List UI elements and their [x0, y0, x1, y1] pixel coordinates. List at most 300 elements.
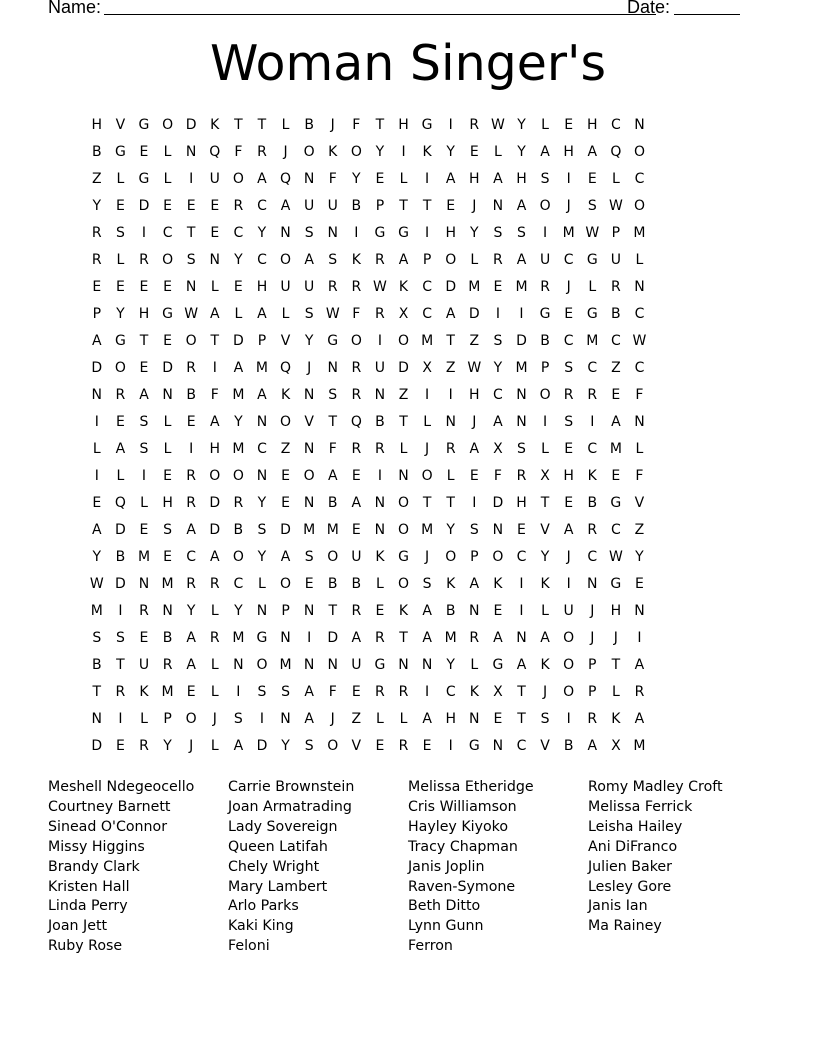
grid-letter[interactable]: T [139, 333, 149, 349]
grid-letter[interactable]: R [139, 252, 149, 268]
grid-letter[interactable]: H [162, 495, 173, 511]
grid-letter[interactable]: B [233, 522, 244, 538]
grid-letter[interactable]: Y [92, 198, 102, 214]
grid-letter[interactable]: P [257, 333, 267, 349]
grid-letter[interactable]: R [375, 630, 385, 646]
grid-letter[interactable]: Z [92, 171, 102, 187]
grid-letter[interactable]: R [186, 468, 197, 484]
grid-letter[interactable]: L [140, 495, 148, 511]
grid-letter[interactable]: F [352, 306, 361, 322]
grid-letter[interactable]: R [233, 198, 244, 214]
grid-letter[interactable]: I [141, 225, 147, 241]
grid-letter[interactable]: M [468, 279, 481, 295]
grid-letter[interactable]: R [351, 360, 362, 376]
grid-letter[interactable]: H [469, 171, 480, 187]
grid-letter[interactable]: S [328, 387, 338, 403]
grid-letter[interactable]: O [563, 684, 575, 700]
grid-letter[interactable]: T [234, 117, 243, 133]
grid-letter[interactable]: N [162, 387, 173, 403]
grid-letter[interactable]: O [280, 252, 292, 268]
grid-letter[interactable]: O [563, 657, 575, 673]
grid-letter[interactable]: O [563, 630, 575, 646]
grid-letter[interactable]: H [445, 225, 456, 241]
grid-letter[interactable]: Y [304, 333, 314, 349]
grid-letter[interactable]: F [635, 387, 644, 403]
grid-letter[interactable]: O [445, 252, 457, 268]
grid-letter[interactable]: A [186, 657, 196, 673]
grid-letter[interactable]: V [351, 738, 362, 754]
grid-letter[interactable]: D [91, 360, 103, 376]
grid-letter[interactable]: E [233, 279, 243, 295]
grid-letter[interactable]: B [91, 144, 102, 160]
grid-letter[interactable]: O [162, 252, 174, 268]
grid-letter[interactable]: Q [350, 414, 362, 430]
grid-letter[interactable]: I [448, 117, 453, 133]
grid-letter[interactable]: L [234, 306, 243, 322]
grid-letter[interactable]: L [163, 441, 172, 457]
grid-letter[interactable]: C [233, 225, 244, 241]
grid-letter[interactable]: S [564, 360, 574, 376]
grid-letter[interactable]: A [233, 738, 244, 754]
grid-letter[interactable]: Y [493, 360, 503, 376]
grid-letter[interactable]: E [92, 495, 102, 511]
grid-letter[interactable]: E [139, 279, 149, 295]
grid-letter[interactable]: T [517, 684, 526, 700]
grid-letter[interactable]: J [566, 198, 571, 214]
grid-letter[interactable]: D [115, 522, 126, 538]
grid-letter[interactable]: U [563, 603, 574, 619]
grid-letter[interactable]: A [516, 657, 527, 673]
grid-letter[interactable]: B [540, 333, 550, 349]
grid-letter[interactable]: O [350, 144, 362, 160]
grid-letter[interactable]: A [587, 144, 598, 160]
grid-letter[interactable]: A [516, 252, 527, 268]
grid-letter[interactable]: G [586, 252, 598, 268]
grid-letter[interactable]: A [186, 630, 196, 646]
grid-letter[interactable]: R [351, 441, 362, 457]
grid-letter[interactable]: K [540, 657, 550, 673]
grid-letter[interactable]: I [141, 468, 147, 484]
grid-letter[interactable]: P [92, 306, 102, 322]
grid-letter[interactable]: R [233, 495, 244, 511]
grid-letter[interactable]: R [209, 630, 220, 646]
grid-letter[interactable]: N [256, 468, 268, 484]
grid-letter[interactable]: N [492, 198, 504, 214]
grid-letter[interactable]: J [613, 630, 618, 646]
grid-letter[interactable]: O [232, 171, 244, 187]
grid-letter[interactable]: J [212, 711, 217, 727]
grid-letter[interactable]: H [91, 117, 103, 133]
grid-letter[interactable]: O [162, 117, 174, 133]
grid-letter[interactable]: D [185, 117, 197, 133]
grid-letter[interactable]: H [445, 711, 456, 727]
grid-letter[interactable]: Y [281, 738, 290, 754]
grid-letter[interactable]: R [115, 684, 126, 700]
grid-letter[interactable]: S [257, 522, 267, 538]
grid-letter[interactable]: N [374, 522, 386, 538]
grid-letter[interactable]: Y [257, 225, 267, 241]
grid-letter[interactable]: N [233, 657, 244, 673]
grid-letter[interactable]: E [493, 603, 503, 619]
grid-letter[interactable]: P [163, 711, 172, 727]
grid-letter[interactable]: K [611, 711, 621, 727]
grid-letter[interactable]: K [328, 144, 338, 160]
grid-letter[interactable]: M [444, 630, 457, 646]
grid-letter[interactable]: L [470, 252, 479, 268]
grid-letter[interactable]: L [399, 171, 408, 187]
grid-letter[interactable]: N [162, 603, 173, 619]
grid-letter[interactable]: E [281, 468, 290, 484]
grid-letter[interactable]: P [540, 360, 550, 376]
grid-letter[interactable]: V [304, 414, 314, 430]
grid-letter[interactable]: H [563, 144, 574, 160]
grid-letter[interactable]: R [587, 522, 598, 538]
grid-letter[interactable]: B [162, 630, 173, 646]
grid-letter[interactable]: E [375, 171, 385, 187]
grid-letter[interactable]: G [421, 117, 433, 133]
grid-letter[interactable]: T [186, 225, 196, 241]
grid-letter[interactable]: R [563, 387, 574, 403]
grid-letter[interactable]: O [185, 711, 197, 727]
grid-letter[interactable]: I [448, 738, 453, 754]
grid-letter[interactable]: N [280, 711, 291, 727]
grid-letter[interactable]: A [304, 684, 314, 700]
grid-letter[interactable]: G [256, 630, 268, 646]
grid-letter[interactable]: J [425, 549, 430, 565]
grid-letter[interactable]: U [610, 252, 621, 268]
grid-letter[interactable]: C [610, 522, 621, 538]
grid-letter[interactable]: W [89, 576, 104, 592]
grid-letter[interactable]: I [425, 387, 430, 403]
grid-letter[interactable]: E [351, 684, 361, 700]
grid-letter[interactable]: A [209, 549, 220, 565]
grid-letter[interactable]: O [303, 144, 315, 160]
grid-letter[interactable]: D [280, 522, 291, 538]
grid-letter[interactable]: L [588, 279, 597, 295]
grid-letter[interactable]: M [421, 522, 434, 538]
grid-letter[interactable]: Q [209, 144, 221, 160]
grid-letter[interactable]: U [304, 279, 315, 295]
grid-letter[interactable]: O [327, 549, 339, 565]
grid-letter[interactable]: L [116, 171, 125, 187]
grid-letter[interactable]: W [184, 306, 199, 322]
grid-letter[interactable]: S [139, 414, 149, 430]
grid-letter[interactable]: W [325, 306, 340, 322]
grid-letter[interactable]: T [399, 198, 408, 214]
grid-letter[interactable]: V [540, 738, 550, 754]
grid-letter[interactable]: G [374, 225, 386, 241]
grid-letter[interactable]: A [445, 171, 456, 187]
grid-letter[interactable]: M [279, 657, 292, 673]
grid-letter[interactable]: R [186, 576, 197, 592]
grid-letter[interactable]: E [186, 684, 196, 700]
grid-letter[interactable]: O [398, 576, 410, 592]
grid-letter[interactable]: P [611, 225, 621, 241]
grid-letter[interactable]: K [398, 603, 409, 619]
grid-letter[interactable]: A [280, 549, 291, 565]
grid-letter[interactable]: N [91, 387, 103, 403]
grid-letter[interactable]: E [493, 711, 503, 727]
grid-letter[interactable]: N [303, 387, 315, 403]
grid-letter[interactable]: X [422, 360, 432, 376]
grid-letter[interactable]: S [540, 711, 550, 727]
grid-letter[interactable]: G [492, 657, 504, 673]
grid-letter[interactable]: U [351, 657, 362, 673]
grid-letter[interactable]: E [304, 576, 314, 592]
grid-letter[interactable]: C [493, 387, 503, 403]
grid-letter[interactable]: A [563, 522, 574, 538]
grid-letter[interactable]: B [563, 738, 574, 754]
grid-letter[interactable]: Z [445, 360, 456, 376]
grid-letter[interactable]: S [139, 441, 149, 457]
grid-letter[interactable]: E [186, 414, 196, 430]
grid-letter[interactable]: W [373, 279, 387, 295]
grid-letter[interactable]: S [517, 225, 526, 241]
grid-letter[interactable]: S [92, 630, 102, 646]
grid-letter[interactable]: L [470, 657, 479, 673]
grid-letter[interactable]: Y [186, 603, 196, 619]
grid-letter[interactable]: N [280, 630, 291, 646]
grid-letter[interactable]: N [303, 603, 315, 619]
grid-letter[interactable]: E [163, 198, 172, 214]
grid-letter[interactable]: E [139, 522, 149, 538]
grid-letter[interactable]: E [92, 279, 102, 295]
grid-letter[interactable]: X [493, 684, 503, 700]
grid-letter[interactable]: J [283, 144, 288, 160]
grid-letter[interactable]: G [610, 576, 622, 592]
grid-letter[interactable]: N [256, 603, 268, 619]
grid-letter[interactable]: E [564, 117, 574, 133]
grid-letter[interactable]: D [398, 360, 409, 376]
grid-letter[interactable]: R [139, 603, 149, 619]
grid-letter[interactable]: R [91, 252, 102, 268]
grid-letter[interactable]: R [469, 117, 480, 133]
grid-letter[interactable]: I [189, 171, 194, 187]
grid-letter[interactable]: E [375, 603, 385, 619]
grid-letter[interactable]: T [517, 711, 526, 727]
grid-letter[interactable]: L [376, 711, 384, 727]
grid-letter[interactable]: S [517, 441, 526, 457]
grid-letter[interactable]: S [540, 171, 550, 187]
grid-letter[interactable]: I [377, 468, 382, 484]
grid-letter[interactable]: I [425, 225, 430, 241]
grid-letter[interactable]: I [519, 576, 524, 592]
grid-letter[interactable]: D [209, 522, 221, 538]
grid-letter[interactable]: A [493, 171, 503, 187]
grid-letter[interactable]: L [258, 576, 266, 592]
grid-letter[interactable]: J [307, 360, 312, 376]
grid-letter[interactable]: Y [470, 225, 479, 241]
grid-letter[interactable]: A [422, 630, 432, 646]
grid-letter[interactable]: L [116, 252, 125, 268]
grid-letter[interactable]: O [398, 495, 410, 511]
grid-letter[interactable]: E [163, 279, 172, 295]
grid-letter[interactable]: R [610, 279, 621, 295]
grid-letter[interactable]: I [590, 414, 595, 430]
grid-letter[interactable]: B [304, 117, 314, 133]
grid-letter[interactable]: G [398, 225, 409, 241]
grid-letter[interactable]: V [280, 333, 291, 349]
grid-letter[interactable]: T [399, 630, 408, 646]
grid-letter[interactable]: R [587, 711, 598, 727]
grid-letter[interactable]: C [233, 576, 244, 592]
grid-letter[interactable]: A [611, 414, 621, 430]
grid-letter[interactable]: T [210, 333, 220, 349]
grid-letter[interactable]: K [210, 117, 220, 133]
grid-letter[interactable]: N [91, 711, 103, 727]
grid-letter[interactable]: T [375, 117, 385, 133]
grid-letter[interactable]: E [115, 198, 125, 214]
grid-letter[interactable]: N [303, 495, 315, 511]
grid-letter[interactable]: C [422, 279, 432, 295]
grid-letter[interactable]: Z [634, 522, 645, 538]
grid-letter[interactable]: W [585, 225, 600, 241]
grid-letter[interactable]: I [519, 306, 524, 322]
grid-letter[interactable]: T [328, 603, 338, 619]
grid-letter[interactable]: O [114, 360, 126, 376]
grid-letter[interactable]: G [468, 738, 480, 754]
grid-letter[interactable]: A [493, 630, 503, 646]
grid-letter[interactable]: S [304, 738, 314, 754]
grid-letter[interactable]: O [633, 144, 645, 160]
grid-letter[interactable]: I [425, 684, 430, 700]
grid-letter[interactable]: I [401, 144, 406, 160]
grid-letter[interactable]: Z [469, 333, 480, 349]
grid-letter[interactable]: H [209, 441, 221, 457]
grid-letter[interactable]: U [280, 279, 291, 295]
grid-letter[interactable]: T [257, 117, 267, 133]
grid-letter[interactable]: C [587, 549, 598, 565]
grid-letter[interactable]: P [281, 603, 290, 619]
grid-letter[interactable]: Y [352, 171, 361, 187]
grid-letter[interactable]: Y [257, 549, 267, 565]
grid-letter[interactable]: T [92, 684, 102, 700]
grid-letter[interactable]: J [566, 279, 571, 295]
grid-letter[interactable]: L [376, 576, 384, 592]
grid-letter[interactable]: N [398, 657, 409, 673]
grid-letter[interactable]: C [162, 225, 173, 241]
grid-letter[interactable]: O [539, 387, 551, 403]
grid-letter[interactable]: J [543, 684, 548, 700]
grid-letter[interactable]: C [634, 306, 645, 322]
grid-letter[interactable]: R [186, 495, 197, 511]
grid-letter[interactable]: O [539, 198, 551, 214]
grid-letter[interactable]: N [634, 279, 645, 295]
grid-letter[interactable]: E [351, 468, 361, 484]
grid-letter[interactable]: L [446, 468, 455, 484]
grid-letter[interactable]: A [257, 306, 267, 322]
grid-letter[interactable]: O [280, 414, 292, 430]
grid-letter[interactable]: A [634, 657, 645, 673]
grid-letter[interactable]: A [115, 441, 126, 457]
grid-letter[interactable]: M [326, 522, 339, 538]
grid-letter[interactable]: E [493, 279, 503, 295]
grid-letter[interactable]: E [635, 576, 644, 592]
grid-letter[interactable]: T [422, 495, 432, 511]
grid-letter[interactable]: D [492, 495, 504, 511]
grid-letter[interactable]: J [566, 549, 571, 565]
grid-letter[interactable]: K [139, 684, 149, 700]
grid-letter[interactable]: N [303, 657, 315, 673]
grid-letter[interactable]: E [210, 198, 220, 214]
grid-letter[interactable]: D [445, 279, 457, 295]
grid-letter[interactable]: R [469, 630, 480, 646]
grid-letter[interactable]: J [472, 414, 477, 430]
grid-letter[interactable]: G [327, 333, 339, 349]
grid-letter[interactable]: E [611, 387, 621, 403]
grid-letter[interactable]: J [330, 117, 335, 133]
grid-letter[interactable]: R [587, 387, 598, 403]
grid-letter[interactable]: C [422, 306, 432, 322]
grid-letter[interactable]: D [138, 198, 150, 214]
grid-letter[interactable]: J [590, 603, 595, 619]
grid-letter[interactable]: N [634, 117, 645, 133]
grid-letter[interactable]: P [422, 252, 432, 268]
grid-letter[interactable]: O [398, 522, 410, 538]
grid-letter[interactable]: R [516, 468, 527, 484]
grid-letter[interactable]: L [423, 414, 432, 430]
grid-letter[interactable]: A [634, 711, 645, 727]
grid-letter[interactable]: R [162, 657, 173, 673]
grid-letter[interactable]: N [303, 171, 315, 187]
grid-letter[interactable]: I [94, 414, 99, 430]
date-blank-line[interactable] [674, 14, 740, 15]
grid-letter[interactable]: Q [280, 360, 292, 376]
grid-letter[interactable]: R [351, 279, 362, 295]
grid-letter[interactable]: L [635, 441, 644, 457]
grid-letter[interactable]: D [327, 630, 339, 646]
grid-letter[interactable]: L [399, 441, 408, 457]
grid-letter[interactable]: K [469, 684, 479, 700]
grid-letter[interactable]: R [540, 279, 550, 295]
grid-letter[interactable]: B [327, 576, 338, 592]
grid-letter[interactable]: X [540, 468, 550, 484]
grid-letter[interactable]: H [256, 279, 268, 295]
grid-letter[interactable]: R [257, 144, 267, 160]
grid-letter[interactable]: C [445, 684, 456, 700]
grid-letter[interactable]: N [634, 603, 645, 619]
grid-letter[interactable]: K [280, 387, 291, 403]
grid-letter[interactable]: K [446, 576, 456, 592]
grid-letter[interactable]: D [256, 738, 268, 754]
grid-letter[interactable]: L [92, 441, 101, 457]
grid-letter[interactable]: I [118, 603, 123, 619]
grid-letter[interactable]: G [138, 171, 150, 187]
grid-letter[interactable]: I [425, 171, 430, 187]
grid-letter[interactable]: G [586, 306, 598, 322]
grid-letter[interactable]: J [189, 738, 194, 754]
grid-letter[interactable]: O [232, 468, 244, 484]
grid-letter[interactable]: B [351, 576, 362, 592]
grid-letter[interactable]: E [469, 144, 479, 160]
grid-letter[interactable]: I [354, 225, 359, 241]
grid-letter[interactable]: N [185, 279, 197, 295]
grid-letter[interactable]: U [539, 252, 551, 268]
grid-letter[interactable]: A [209, 306, 220, 322]
grid-letter[interactable]: I [94, 468, 99, 484]
grid-letter[interactable]: E [163, 549, 172, 565]
grid-letter[interactable]: R [91, 225, 102, 241]
grid-letter[interactable]: O [280, 576, 292, 592]
grid-letter[interactable]: T [399, 414, 408, 430]
grid-letter[interactable]: S [587, 198, 597, 214]
grid-letter[interactable]: B [91, 657, 102, 673]
grid-letter[interactable]: G [114, 144, 126, 160]
grid-letter[interactable]: I [377, 333, 382, 349]
grid-letter[interactable]: S [422, 576, 432, 592]
grid-letter[interactable]: I [259, 711, 265, 727]
grid-letter[interactable]: Y [116, 306, 125, 322]
